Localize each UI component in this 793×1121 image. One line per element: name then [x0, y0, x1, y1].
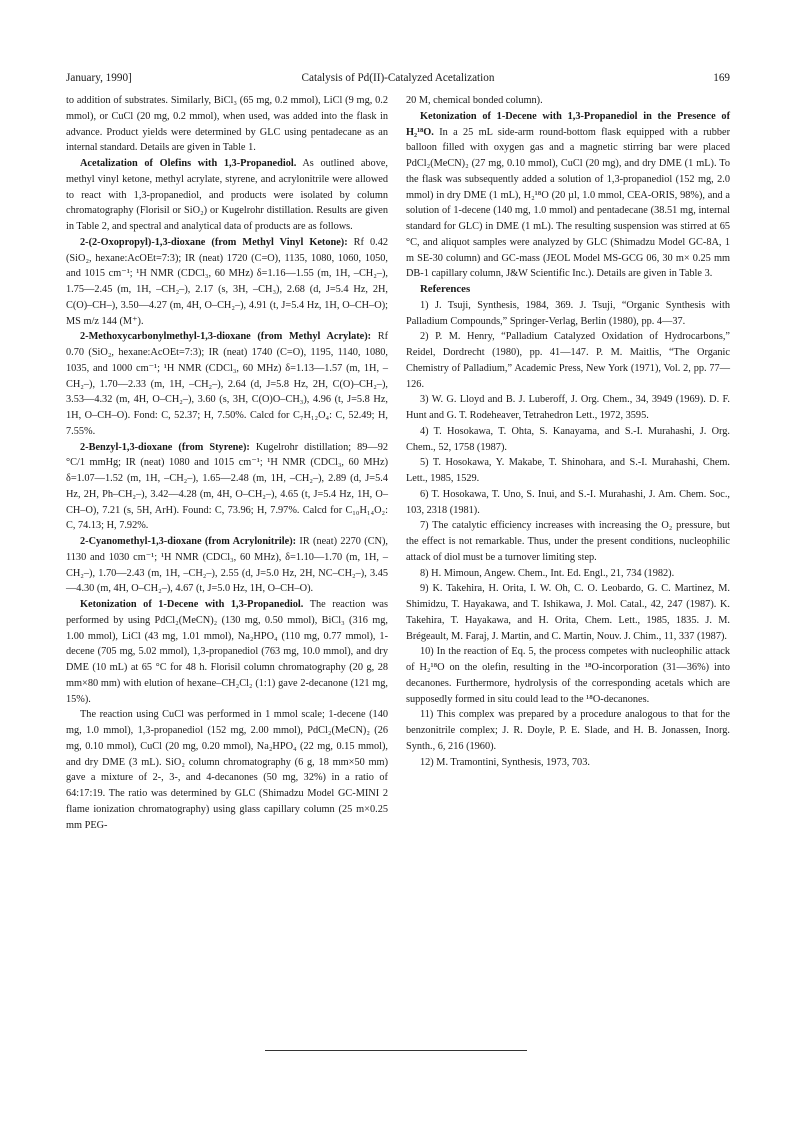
paragraph-oxopropyl-dioxane	[66, 235, 388, 330]
left-column	[66, 93, 388, 833]
reference-item: 11) This complex was prepared by a procedure analogous to that for the benzonitrile complex; J. R. Doyle, P. E. Slade, and H. B. Jonassen, Inorg. Synth., 6, 216 (1960).	[406, 709, 730, 752]
page-number: 169	[713, 72, 730, 84]
paragraph-heading: Acetalization of Olefins with 1,3-Propanediol.	[80, 158, 297, 169]
header-title: Catalysis of Pd(II)-Catalyzed Acetalization	[301, 72, 495, 84]
reference-item: 3) W. G. Lloyd and B. J. Luberoff, J. Org. Chem., 34, 3949 (1969). D. F. Hunt and G. T. Rodeheaver, Tetrahedron Lett., 1972, 3595.	[406, 394, 730, 421]
header-date: January, 1990]	[66, 72, 132, 84]
reference-item: 5) T. Hosokawa, Y. Makabe, T. Shinohara, and S.-I. Murahashi, Chem. Lett., 1985, 1529.	[406, 457, 730, 484]
reference-item: 10) In the reaction of Eq. 5, the process competes with nucleophilic attack of H₂¹⁸O on the olefin, resulting in the ¹⁸O-incorporation (31—36%) into decanones. Furthermore, hydrolysis of the corresponding acetals which are supposedly formed in situ could lead to the ¹⁸O-decanones.	[406, 646, 730, 705]
paragraph-continued: to addition of substrates. Similarly, BiCl₃ (65 mg, 0.2 mmol), LiCl (9 mg, 0.2 mmol), or CuCl (20 mg, 0.2 mmol), when used, was added into the flask in advance. Product yields were determined by GLC using pentadecane as an internal standard. Details are given in Table 1.	[66, 95, 388, 154]
paragraph-body: The reaction was performed by using PdCl₂(MeCN)₂ (130 mg, 0.50 mmol), BiCl₃ (316 mg, 1.00 mmol), LiCl (43 mg, 1.01 mmol), Na₂HPO₄ (110 mg, 0.77 mmol), 1-decene (705 mg, 5.02 mmol), 1,3-propanediol (763 mg, 10.0 mmol), and dry DME (10 mL) at 65 °C for 48 h. Florisil column chromatography (20 g, 28 mm×80 mm) with elution of hexane–CH₂Cl₂ (1:1) gave 2-decanone (121 mg, 15%).	[66, 599, 388, 705]
paragraph-body: Rf 0.70 (SiO₂, hexane:AcOEt=7:3); IR (neat) 1740 (C=O), 1195, 1140, 1080, 1035, and 1000 cm⁻¹; ¹H NMR (CDCl₃, 60 MHz) δ=1.13—1.57 (m, 1H, –CH₂–), 1.70—2.33 (m, 1H, –CH₂–), 2.64 (d, J=5.8 Hz, 2H, C(O)–CH₂–), 3.53—4.32 (m, 4H, O–CH₂–), 3.60 (s, 3H, C(O)O–CH₃), 4.96 (t, J=5.8 Hz, 1H, O–CH–O). Fond: C, 52.37; H, 7.50%. Calcd for C₇H₁₂O₄: C, 52.49; H, 7.55%.	[66, 331, 389, 437]
reference-item: 4) T. Hosokawa, T. Ohta, S. Kanayama, and S.-I. Murahashi, J. Org. Chem., 52, 1758 (1987).	[406, 425, 730, 453]
reference-item: 7) The catalytic efficiency increases with increasing the O₂ pressure, but the effect is not remarkable. Thus, under the present conditions, nucleophilic attack of diol must be a turnover limiting step.	[406, 520, 730, 563]
paragraph-body: As outlined above, methyl vinyl ketone, methyl acrylate, styrene, and acrylonitrile were allowed to react with 1,3-propanediol, and products were isolated by column chromatography (Florisil or SiO₂) or Kugelrohr distillation. Results are given in Table 2, and spectral and analytical data of products are as follows.	[66, 158, 389, 232]
reference-item: 6) T. Hosokawa, T. Uno, S. Inui, and S.-I. Murahashi, J. Am. Chem. Soc., 103, 2318 (1981).	[406, 488, 730, 516]
reference-item: 12) M. Tramontini, Synthesis, 1973, 703.	[420, 756, 590, 768]
paragraph-heading: 2-Benzyl-1,3-dioxane (from Styrene):	[80, 441, 250, 453]
paragraph-benzyl-dioxane	[66, 440, 388, 535]
paragraph-heading: 2-Cyanomethyl-1,3-dioxane (from Acrylonitrile):	[80, 536, 297, 547]
paragraph-cyanomethyl-dioxane	[66, 534, 388, 597]
end-rule	[265, 1050, 527, 1051]
references-heading: References	[420, 283, 471, 295]
paragraph-heading: 2-(2-Oxopropyl)-1,3-dioxane (from Methyl Vinyl Ketone):	[80, 236, 348, 248]
paragraph-heading: Ketonization of 1-Decene with 1,3-Propanediol in the Presence of H₂¹⁸O.	[406, 110, 730, 138]
paragraph-heading: Ketonization of 1-Decene with 1,3-Propanediol.	[80, 599, 304, 610]
running-header	[66, 70, 730, 86]
reference-list	[406, 298, 730, 771]
reference-item: 9) K. Takehira, H. Orita, I. W. Oh, C. O. Leobardo, G. C. Martinez, M. Shimidzu, T. Hayakawa, and T. Ishikawa, J. Mol. Catal., 42, 247 (1987). K. Takehira, T. Hayakawa, and H. Orita, Chem. Lett., 1985, 1835. J. M. Brégeault, M. Faraj, J. Martin, and C. Martin, Nouv. J. Chim., 11, 337 (1987).	[406, 583, 730, 642]
reference-item: 1) J. Tsuji, Synthesis, 1984, 369. J. Tsuji, “Organic Synthesis with Palladium Compounds,” Springer-Verlag, Berlin (1980), pp. 4—37.	[406, 299, 730, 327]
paragraph-body: Rf 0.42 (SiO₂, hexane:AcOEt=7:3); IR (neat) 1720 (C=O), 1135, 1080, 1060, 1050, and 1015 cm⁻¹; ¹H NMR (CDCl₃, 60 MHz) δ=1.16—1.55 (m, 1H, –CH₂–), 1.75—2.45 (m, 1H, –CH₂–), 2.17 (s, 3H, –CH₃), 2.68 (d, J=5.4 Hz, 2H, C(O)–CH–), 3.50—4.27 (m, 4H, O–CH₂–), 4.91 (t, J=5.4 Hz, 1H, O–CH–O); MS m/z 144 (M⁺).	[66, 236, 388, 327]
paragraph-methoxycarbonylmethyl-dioxane	[66, 329, 388, 439]
paragraph-ketonization	[66, 597, 388, 707]
paragraph-continued: 20 M, chemical bonded column).	[406, 95, 543, 106]
paragraph-body: IR (neat) 2270 (CN), 1130 and 1030 cm⁻¹; ¹H NMR (CDCl₃, 60 MHz), δ=1.10—1.70 (m, 1H, –CH₂–), 1.70—2.43 (m, 1H, –CH₂–), 2.55 (d, J=5.0 Hz, 2H, NC–CH₂–), 3.45—4.30 (m, 4H, O–CH₂–), 4.67 (t, J=5.0 Hz, 1H, O–CH–O).	[66, 536, 388, 595]
paragraph-ketonization-h2o18	[406, 109, 730, 282]
paragraph-body: Kugelrohr distillation; 89—92 °C/1 mmHg; IR (neat) 1080 and 1015 cm⁻¹; ¹H NMR (CDCl₃, 60 MHz) δ=1.07—1.52 (m, 1H, –CH₂–), 1.65—2.48 (m, 1H, –CH₂–), 2.89 (d, J=5.4 Hz, 2H, Ph–CH₂–), 3.42—4.28 (m, 4H, O–CH₂–), 4.65 (t, J=5.4 Hz, 1H, O–CH–O), 7.21 (s, 5H, ArH). Found: C, 73.96; H, 7.97%. Calcd for C₁₀H₁₄O₂: C, 74.13; H, 7.92%.	[66, 441, 388, 532]
reference-item: 2) P. M. Henry, “Palladium Catalyzed Oxidation of Hydrocarbons,” Reidel, Dordrecht (1980), pp. 41—147. P. M. Maitlis, “The Organic Chemistry of Palladium,” Academic Press, New York (1971), Vol. 2, pp. 77—126.	[406, 331, 730, 390]
paragraph-cucl-reaction: The reaction using CuCl was performed in 1 mmol scale; 1-decene (140 mg, 1.0 mmol), 1,3-propanediol (152 mg, 2.00 mmol), PdCl₂(MeCN)₂ (26 mg, 0.10 mmol), CuCl (20 mg, 0.20 mmol), Na₂HPO₄ (22 mg, 0.15 mmol), and dry DME (3 mL). SiO₂ column chromatography (6 g, 18 mm×50 mm) gave a mixture of 2-, 3-, and 4-decanones (50 mg, 32%) in a ratio of 64:17:19. The ratio was determined by GLC (Shimadzu Model GC-MINI 2 flame ionization chromatography) using glass capillary column (25 m×0.25 mm PEG-	[66, 709, 388, 831]
reference-item: 8) H. Mimoun, Angew. Chem., Int. Ed. Engl., 21, 734 (1982).	[420, 567, 675, 579]
paragraph-body: In a 25 mL side-arm round-bottom flask equipped with a rubber balloon filled with oxygen gas and a magnetic stirring bar were placed PdCl₂(MeCN)₂ (27 mg, 0.10 mmol), CuCl (20 mg), and dry DME (1 mL). To the flask was subsequently added a solution of 1,3-propanediol (152 mg, 2.0 mmol) in dry DME (1 mL), H₂¹⁸O (20 µl, 1.0 mmol, CEA-ORIS, 98%), and a solution of 1-decene (140 mg, 1.0 mmol) and pentadecane (38.51 mg, internal standard for GLC) in DME (1 mL). The resulting suspension was stirred at 65 °C, and aliquot samples were analyzed by GLC (Shimadzu Model GC-8A, 1 m SE-30 column) and GC-mass (JEOL Model MS-GCG 06, 30 m× 0.25 mm DB-1 capillary column, J&W Scientific Inc.). Details are given in Table 3.	[406, 126, 730, 280]
paragraph-heading: 2-Methoxycarbonylmethyl-1,3-dioxane (from Methyl Acrylate):	[80, 331, 372, 343]
paragraph-acetalization	[66, 156, 388, 235]
right-column	[406, 93, 730, 770]
